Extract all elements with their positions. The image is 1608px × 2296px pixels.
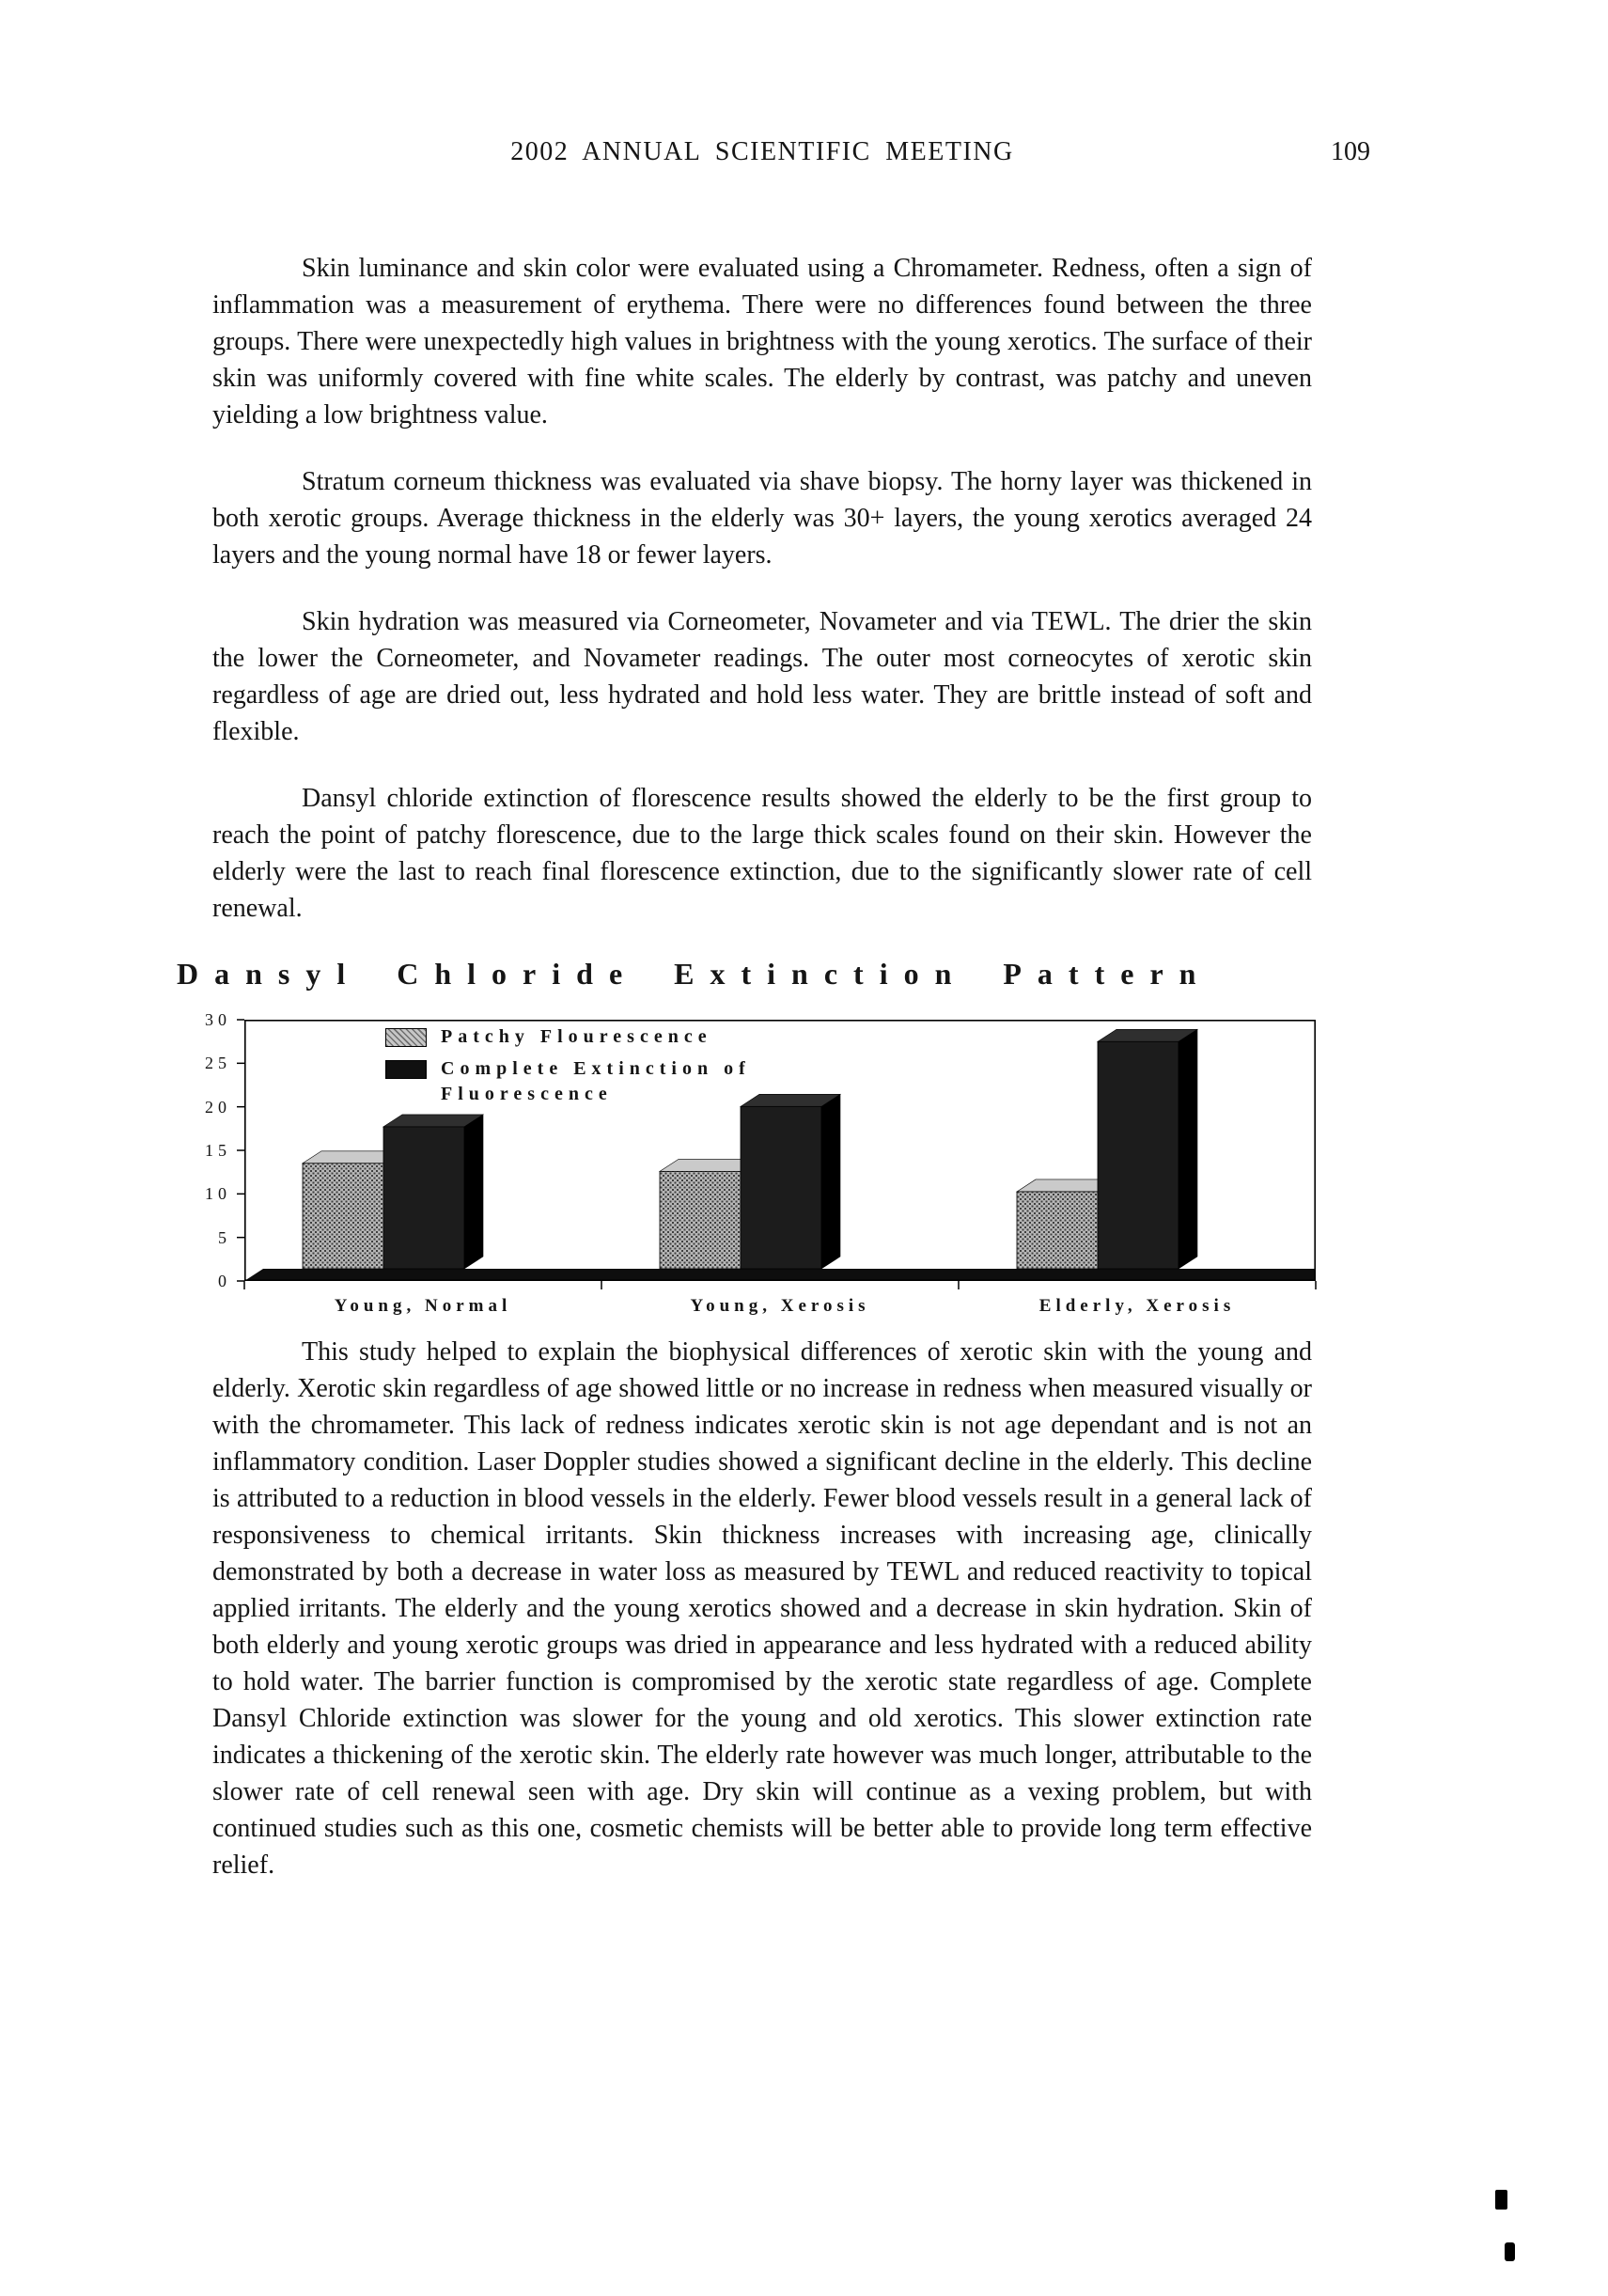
paragraph-conclusion: This study helped to explain the biophysical differences of xerotic skin with the young and elderly. Xerotic skin regardless of age showed little or no increase in redness when measured visually or with the chromameter. This lack of redness indicates xerotic skin is not age dependant and is not an inflammatory condition. Laser Doppler studies showed a significant decline in the elderly. This decline is attributed to a reduction in blood vessels in the elderly. Fewer blood vessels result in a general lack of responsiveness to chemical irritants. Skin thickness increases with increasing age, clinically demonstrated by both a decrease in water loss as measured by TEWL and reduced reactivity to topical applied irritants. The elderly and the young xerotics showed and a decrease in skin hydration. Skin of both elderly and young xerotic groups was dried in appearance and less hydrated with a reduced ability to hold water. The barrier function is compromised by the xerotic state regardless of age. Complete Dansyl Chloride extinction was slower for the young and old xerotics. This slower extinction rate indicates a thickening of the xerotic skin. The elderly rate however was much longer, attributable to the slower rate of cell renewal seen with age. Dry skin will continue as a vexing problem, but with continued studies such as this one, cosmetic chemists will be better able to provide long term effective relief. (212, 1337, 1312, 1880)
x-axis-label-elderly-xerosis: Elderly, Xerosis (1038, 1296, 1236, 1316)
y-axis-tick-label: 30 (205, 1010, 231, 1029)
legend-label-patchy: Patchy Flourescence (441, 1026, 712, 1047)
y-axis-tick-label: 5 (218, 1228, 231, 1247)
chart-plot-area (205, 1010, 1316, 1316)
y-axis-tick-label: 0 (218, 1272, 231, 1290)
scan-artifact (1495, 2190, 1507, 2210)
legend-label-complete: Complete Extinction of Fluorescence (441, 1058, 751, 1104)
scan-artifact (1505, 2242, 1515, 2261)
chart (205, 1010, 1312, 1334)
chart-title: Dansyl Chloride Extinction Pattern (177, 957, 1212, 991)
x-axis-label-young-xerosis: Young, Xerosis (690, 1296, 870, 1316)
chart-legend (385, 1024, 854, 1114)
page-title: 2002 ANNUAL SCIENTIFIC MEETING (510, 137, 1014, 166)
body-text (212, 250, 1312, 927)
page-number: 109 (1331, 137, 1370, 166)
y-axis-tick-label: 10 (205, 1184, 231, 1203)
paragraph-dansyl-chloride: Dansyl chloride extinction of florescence results showed the elderly to be the first group to reach the point of patchy florescence, due to the large thick scales found on their skin. However the elderly were the last to reach final florescence extinction, due to the significantly slower rate of cell renewal. (212, 784, 1312, 923)
y-axis-tick-label: 15 (205, 1141, 231, 1160)
y-axis-tick-label: 25 (205, 1054, 231, 1072)
legend-swatch-complete-icon (385, 1060, 427, 1079)
legend-item-patchy (385, 1024, 854, 1050)
legend-swatch-patchy-icon (385, 1028, 427, 1047)
paragraph-skin-luminance: Skin luminance and skin color were evaluated using a Chromameter. Redness, often a sign of inflammation was a measurement of erythema. There were no differences found between the three groups. There were unexpectedly high values in brightness with the young xerotics. The surface of their skin was uniformly covered with fine white scales. The elderly by contrast, was patchy and uneven yielding a low brightness value. (212, 254, 1312, 430)
paragraph-skin-hydration: Skin hydration was measured via Corneometer, Novameter and via TEWL. The drier the skin the lower the Corneometer, and Novameter readings. The outer most corneocytes of xerotic skin regardless of age are dried out, less hydrated and hold less water. They are brittle instead of soft and flexible. (212, 607, 1312, 746)
x-axis-label-young-normal: Young, Normal (334, 1296, 512, 1316)
legend-item-complete (385, 1056, 854, 1107)
y-axis-tick-label: 20 (205, 1098, 231, 1117)
page-header (212, 137, 1370, 177)
paragraph-stratum-corneum: Stratum corneum thickness was evaluated via shave biopsy. The horny layer was thickened in both xerotic groups. Average thickness in the elderly was 30+ layers, the young xerotics averaged 24 layers and the young normal have 18 or fewer layers. (212, 467, 1312, 570)
